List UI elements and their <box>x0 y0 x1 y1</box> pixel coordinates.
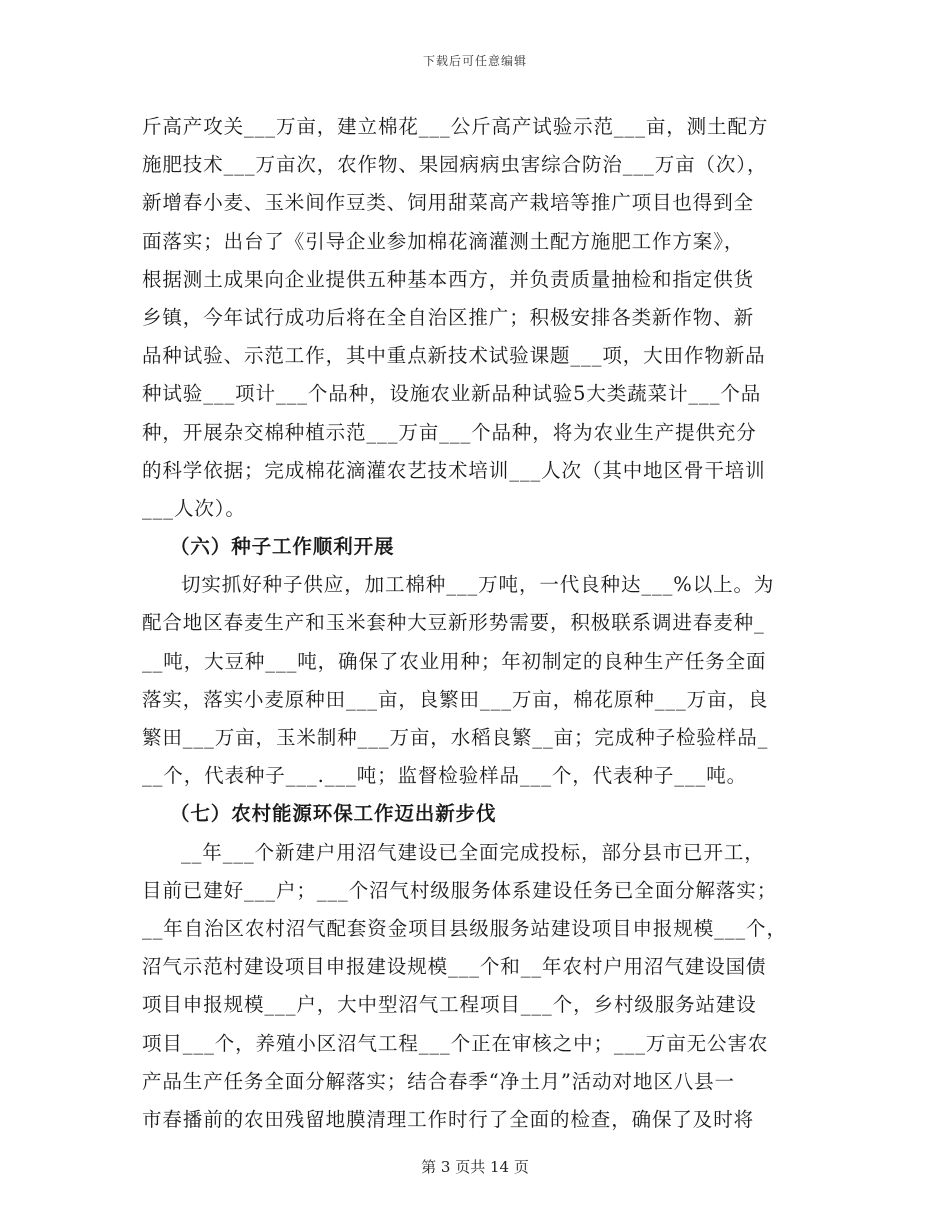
paragraph-line: 面落实；出台了《引导企业参加棉花滴灌测土配方施肥工作方案》， <box>142 229 745 253</box>
page-header: 下载后可任意编辑 <box>422 54 527 68</box>
paragraph-line: 项目___个，养殖小区沼气工程___个正在审核之中；___万亩无公害农 <box>142 1031 769 1055</box>
page-footer: 第 3 页共 14 页 <box>421 1158 529 1176</box>
paragraph-line: 市春播前的农田残留地膜清理工作时行了全面的检查，确保了及时将 <box>142 1107 755 1131</box>
paragraph-line: 项目申报规模___户，大中型沼气工程项目___个，乡村级服务站建设 <box>142 993 757 1017</box>
paragraph-line: __年自治区农村沼气配套资金项目县级服务站建设项目申报规模___个， <box>142 916 787 940</box>
paragraph-line: 的科学依据；完成棉花滴灌农艺技术培训___人次（其中地区骨干培训 <box>142 458 766 482</box>
paragraph-line: 品种试验、示范工作，其中重点新技术试验课题___项，大田作物新品 <box>142 344 766 368</box>
paragraph-line: 斤高产攻关___万亩，建立棉花___公斤高产试验示范___亩，测土配方 <box>142 115 769 138</box>
paragraph-line: 目前已建好___户；___个沼气村级服务体系建设任务已全面分解落实； <box>142 878 778 902</box>
paragraph-line: 繁田___万亩，玉米制种___万亩，水稻良繁__亩；完成种子检验样品_ <box>142 726 769 749</box>
paragraph-line: 配合地区春麦生产和玉米套种大豆新形势需要，积极联系调进春麦种_ <box>142 611 765 635</box>
paragraph-line: ___人次）。 <box>142 496 246 520</box>
paragraph-line: 产品生产任务全面分解落实；结合春季“净土月”活动对地区八县一 <box>142 1069 735 1093</box>
paragraph-line: __个，代表种子___.___吨；监督检验样品___个，代表种子___吨。 <box>142 764 747 788</box>
paragraph-line: 根据测土成果向企业提供五种基本西方，并负责质量抽检和指定供货 <box>142 267 755 291</box>
section-heading: （六）种子工作顺利开展 <box>170 535 395 559</box>
paragraph-line: 乡镇，今年试行成功后将在全自治区推广；积极安排各类新作物、新 <box>142 305 755 329</box>
section-heading: （七）农村能源环保工作迈出新步伐 <box>170 802 497 826</box>
paragraph-line: __吨，大豆种___吨，确保了农业用种；年初制定的良种生产任务全面 <box>142 649 767 673</box>
paragraph-line: 沼气示范村建设项目申报建设规模___个和__年农村户用沼气建设国债 <box>142 955 767 979</box>
document-body <box>142 108 808 1139</box>
paragraph-line: 新增春小麦、玉米间作豆类、饲用甜菜高产栽培等推广项目也得到全 <box>142 191 755 215</box>
paragraph-line: 切实抓好种子供应，加工棉种___万吨，一代良种达___%以上。为 <box>181 573 775 597</box>
paragraph-line: 施肥技术___万亩次，农作物、果园病病虫害综合防治___万亩（次）， <box>142 153 768 177</box>
paragraph-line: __年___个新建户用沼气建设已全面完成投标，部分县市已开工， <box>181 840 765 864</box>
paragraph-line: 种，开展杂交棉种植示范___万亩___个品种，将为农业生产提供充分 <box>142 420 757 444</box>
paragraph-line: 落实，落实小麦原种田___亩，良繁田___万亩，棉花原种___万亩，良 <box>142 687 769 711</box>
paragraph-line: 种试验___项计___个品种，设施农业新品种试验5大类蔬菜计___个品 <box>142 382 762 406</box>
